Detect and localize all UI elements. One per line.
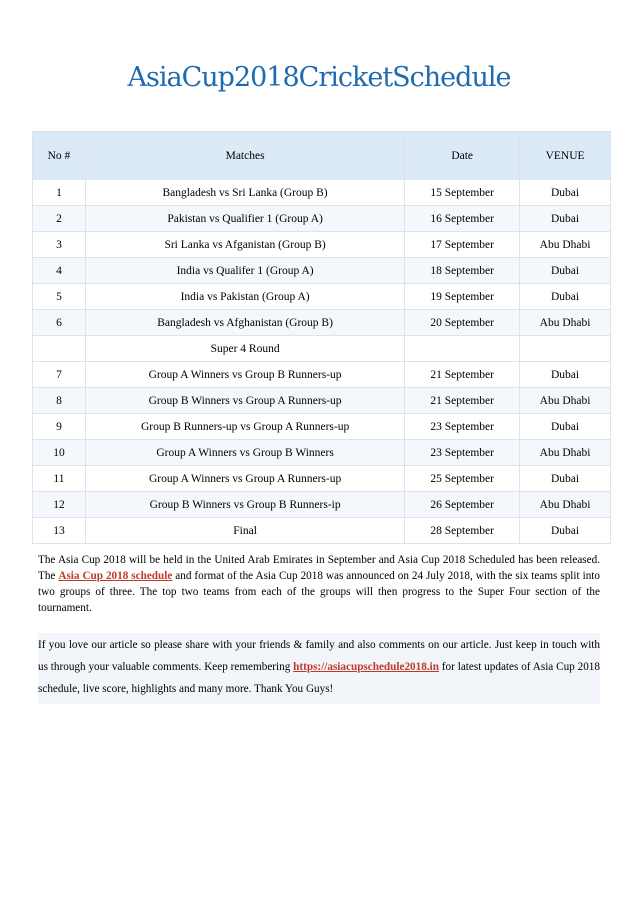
match-name: Sri Lanka vs Afganistan (Group B) [85, 232, 404, 258]
table-row [33, 466, 611, 492]
table-row [33, 258, 611, 284]
table-header-row [33, 132, 611, 180]
match-date: 21 September [405, 362, 520, 388]
match-date: 16 September [405, 206, 520, 232]
match-number: 11 [33, 466, 86, 492]
match-venue: Dubai [520, 414, 611, 440]
intro-text-before: The Asia Cup 2018 will be held in the United Arab Emirates in September and Asia Cup 2018 Scheduled has been released. The [38, 554, 600, 582]
match-number: 3 [33, 232, 86, 258]
share-text-before: If you love our article so please share with your friends & family and also comments on our article. Just keep in touch with us through your valuable comments. Keep remembering [38, 639, 600, 673]
table-row [33, 440, 611, 466]
match-number: 12 [33, 492, 86, 518]
match-number: 10 [33, 440, 86, 466]
match-date: 28 September [405, 518, 520, 544]
schedule-table [32, 131, 611, 544]
col-header-matches: Matches [85, 132, 404, 180]
match-date: 23 September [405, 440, 520, 466]
table-row [33, 284, 611, 310]
table-row [33, 518, 611, 544]
match-name: Group B Runners-up vs Group A Runners-up [85, 414, 404, 440]
match-name: Bangladesh vs Sri Lanka (Group B) [85, 180, 404, 206]
match-name: Group A Winners vs Group A Runners-up [85, 466, 404, 492]
match-name: Bangladesh vs Afghanistan (Group B) [85, 310, 404, 336]
match-name: Group B Winners vs Group A Runners-up [85, 388, 404, 414]
col-header-date: Date [405, 132, 520, 180]
website-link[interactable]: https://asiacupschedule2018.in [293, 661, 439, 673]
match-date: 18 September [405, 258, 520, 284]
match-number: 9 [33, 414, 86, 440]
match-venue: Abu Dhabi [520, 310, 611, 336]
match-venue: Dubai [520, 466, 611, 492]
section-spacer [33, 336, 86, 362]
match-number: 1 [33, 180, 86, 206]
table-row [33, 388, 611, 414]
match-date: 23 September [405, 414, 520, 440]
table-row [33, 180, 611, 206]
match-number: 4 [33, 258, 86, 284]
match-date: 25 September [405, 466, 520, 492]
match-name: Group A Winners vs Group B Winners [85, 440, 404, 466]
section-row [33, 336, 611, 362]
match-number: 5 [33, 284, 86, 310]
match-date: 17 September [405, 232, 520, 258]
match-venue: Dubai [520, 284, 611, 310]
share-text-after: for latest updates of Asia Cup 2018 schedule, live score, highlights and many more. Thank You Guys! [38, 661, 600, 695]
match-date: 26 September [405, 492, 520, 518]
match-venue: Dubai [520, 362, 611, 388]
schedule-link[interactable]: Asia Cup 2018 schedule [58, 570, 173, 582]
match-date: 20 September [405, 310, 520, 336]
match-number: 7 [33, 362, 86, 388]
page-title: AsiaCup2018CricketSchedule [127, 62, 511, 93]
super-four-rows [33, 362, 611, 544]
match-date: 21 September [405, 388, 520, 414]
match-venue: Abu Dhabi [520, 492, 611, 518]
match-name: India vs Qualifer 1 (Group A) [85, 258, 404, 284]
match-name: Final [85, 518, 404, 544]
match-date: 15 September [405, 180, 520, 206]
col-header-venue: VENUE [520, 132, 611, 180]
section-spacer [405, 336, 520, 362]
match-venue: Dubai [520, 206, 611, 232]
match-venue: Dubai [520, 258, 611, 284]
table-row [33, 206, 611, 232]
intro-paragraph [38, 552, 600, 616]
share-paragraph [38, 633, 600, 704]
match-date: 19 September [405, 284, 520, 310]
match-name: Group A Winners vs Group B Runners-up [85, 362, 404, 388]
table-row [33, 232, 611, 258]
match-venue: Abu Dhabi [520, 232, 611, 258]
match-number: 13 [33, 518, 86, 544]
match-name: Pakistan vs Qualifier 1 (Group A) [85, 206, 404, 232]
match-number: 2 [33, 206, 86, 232]
intro-text-after: and format of the Asia Cup 2018 was announced on 24 July 2018, with the six teams split into two groups of three. The top two teams from each of the groups will then progress to the Super Four section of the tournament. [38, 570, 600, 614]
match-venue: Dubai [520, 518, 611, 544]
match-number: 6 [33, 310, 86, 336]
super-four-section [33, 336, 611, 362]
col-header-no: No # [33, 132, 86, 180]
match-name: India vs Pakistan (Group A) [85, 284, 404, 310]
match-number: 8 [33, 388, 86, 414]
match-name: Group B Winners vs Group B Runners-ip [85, 492, 404, 518]
table-row [33, 492, 611, 518]
section-spacer [520, 336, 611, 362]
match-venue: Dubai [520, 180, 611, 206]
table-row [33, 362, 611, 388]
section-label: Super 4 Round [85, 336, 404, 362]
table-row [33, 414, 611, 440]
match-venue: Abu Dhabi [520, 388, 611, 414]
match-venue: Abu Dhabi [520, 440, 611, 466]
group-stage-rows [33, 180, 611, 336]
table-row [33, 310, 611, 336]
